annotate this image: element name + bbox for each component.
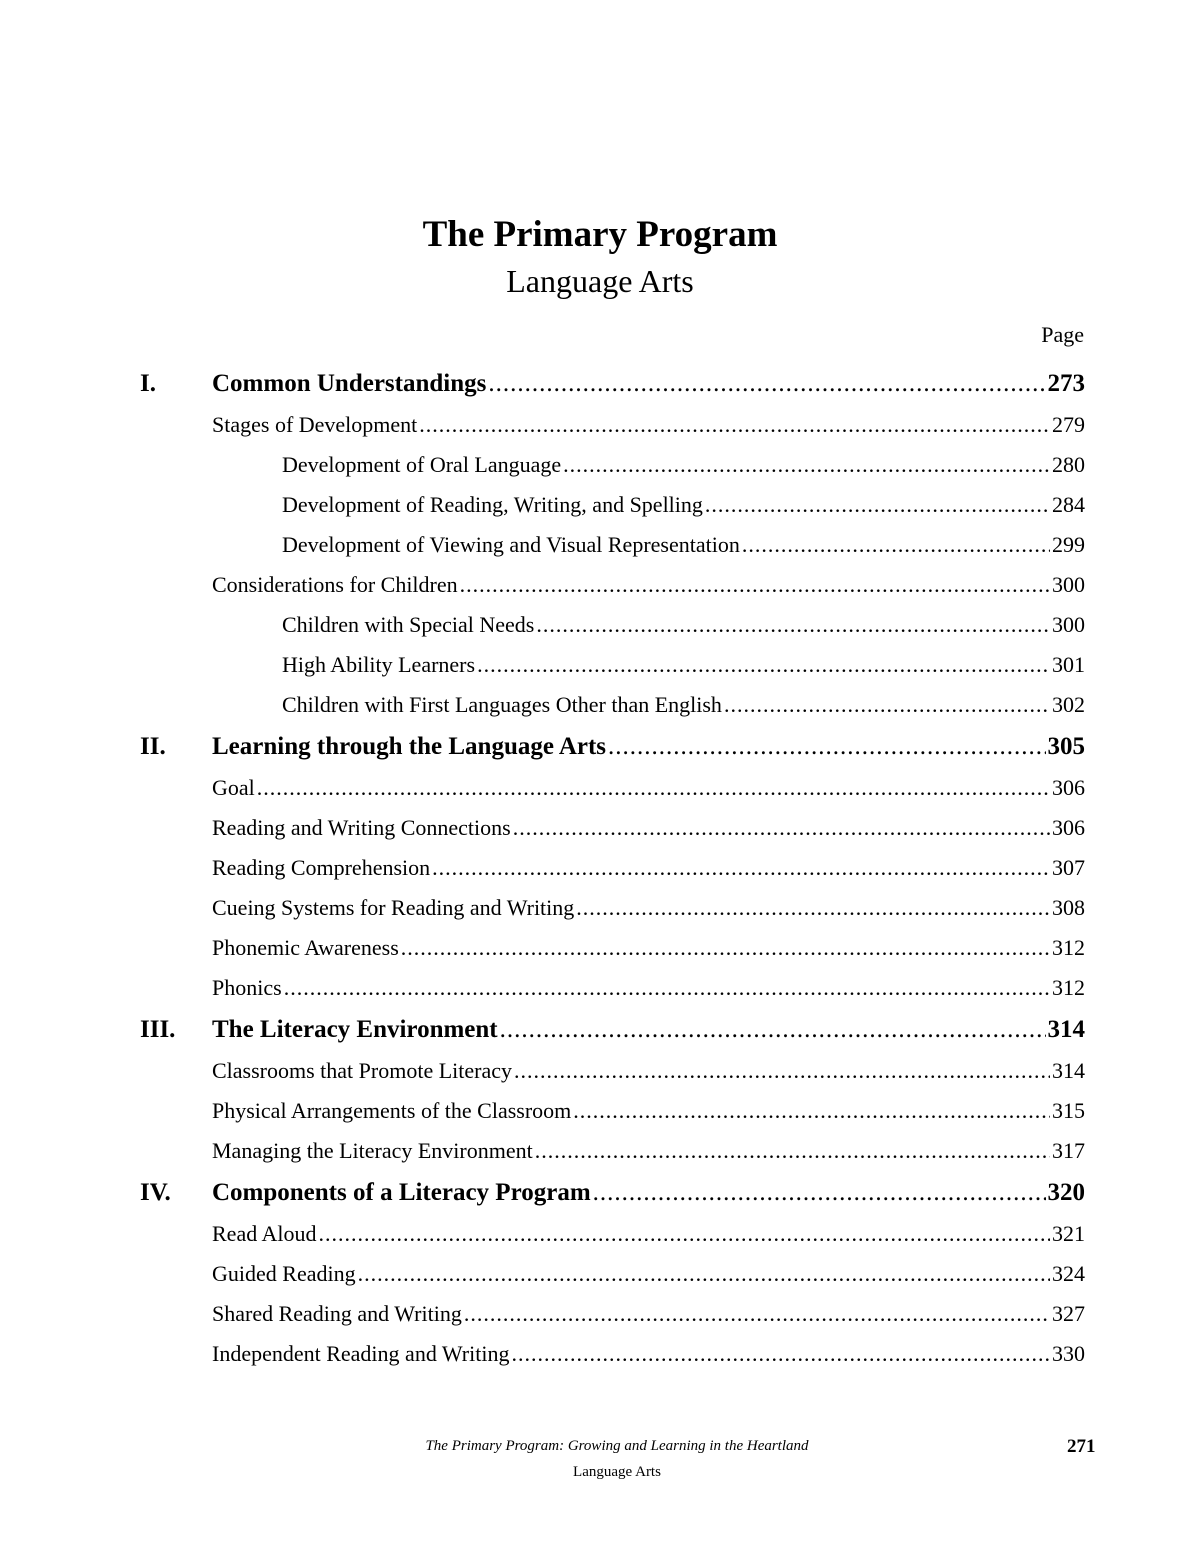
entry-title: Children with First Languages Other than English	[282, 692, 722, 717]
section-page-number: 314	[1047, 1016, 1085, 1043]
entry-page-number: 317	[1052, 1138, 1085, 1163]
page-column-label: Page	[1041, 322, 1084, 347]
toc-entry-row[interactable]	[140, 928, 1085, 968]
toc-section-row[interactable]	[140, 1171, 1085, 1214]
table-of-contents	[140, 362, 1085, 1374]
toc-entry-row[interactable]	[140, 1294, 1085, 1334]
dot-leader	[358, 1254, 1050, 1294]
dot-leader	[573, 1091, 1050, 1131]
entry-page-number: 314	[1052, 1058, 1085, 1083]
toc-entry-row[interactable]	[140, 605, 1085, 645]
toc-section-row[interactable]	[140, 362, 1085, 405]
entry-title: Development of Viewing and Visual Representation	[282, 532, 740, 557]
entry-page-number: 330	[1052, 1341, 1085, 1366]
dot-leader	[257, 768, 1050, 808]
dot-leader	[514, 1051, 1050, 1091]
toc-entry-row[interactable]	[140, 768, 1085, 808]
entry-title: Goal	[212, 775, 255, 800]
entry-page-number: 301	[1052, 652, 1085, 677]
dot-leader	[460, 565, 1050, 605]
footer-page-number: 271	[1067, 1436, 1096, 1457]
section-numeral: II.	[140, 733, 166, 760]
entry-page-number: 327	[1052, 1301, 1085, 1326]
dot-leader	[724, 685, 1050, 725]
entry-page-number: 300	[1052, 612, 1085, 637]
section-numeral: I.	[140, 370, 156, 397]
dot-leader	[705, 485, 1050, 525]
entry-page-number: 306	[1052, 815, 1085, 840]
dot-leader	[419, 405, 1050, 445]
entry-page-number: 312	[1052, 935, 1085, 960]
section-page-number: 273	[1047, 370, 1085, 397]
toc-entry-row[interactable]	[140, 968, 1085, 1008]
dot-leader	[535, 1131, 1050, 1171]
toc-entry-row[interactable]	[140, 445, 1085, 485]
section-title: The Literacy Environment	[212, 1016, 498, 1043]
section-page-number: 320	[1047, 1179, 1085, 1206]
toc-entry-row[interactable]	[140, 645, 1085, 685]
entry-page-number: 307	[1052, 855, 1085, 880]
entry-page-number: 312	[1052, 975, 1085, 1000]
entry-page-number: 324	[1052, 1261, 1085, 1286]
toc-entry-row[interactable]	[140, 1131, 1085, 1171]
dot-leader	[513, 808, 1050, 848]
document-title: The Primary Program	[422, 214, 778, 255]
entry-title: High Ability Learners	[282, 652, 476, 677]
dot-leader	[511, 1334, 1050, 1374]
entry-title: Read Aloud	[212, 1221, 317, 1246]
section-title: Learning through the Language Arts	[212, 733, 607, 760]
toc-entry-row[interactable]	[140, 685, 1085, 725]
entry-page-number: 308	[1052, 895, 1085, 920]
entry-title: Stages of Development	[212, 412, 418, 437]
toc-entry-row[interactable]	[140, 888, 1085, 928]
dot-leader	[536, 605, 1050, 645]
entry-page-number: 321	[1052, 1221, 1085, 1246]
entry-title: Managing the Literacy Environment	[212, 1138, 533, 1163]
toc-entry-row[interactable]	[140, 525, 1085, 565]
entry-title: Independent Reading and Writing	[212, 1341, 510, 1366]
entry-title: Children with Special Needs	[282, 612, 535, 637]
dot-leader	[576, 888, 1050, 928]
entry-page-number: 302	[1052, 692, 1085, 717]
title-block	[0, 210, 1200, 302]
entry-title: Shared Reading and Writing	[212, 1301, 462, 1326]
toc-entry-row[interactable]	[140, 848, 1085, 888]
entry-page-number: 306	[1052, 775, 1085, 800]
entry-title: Classrooms that Promote Literacy	[212, 1058, 512, 1083]
entry-title: Guided Reading	[212, 1261, 356, 1286]
dot-leader	[477, 645, 1050, 685]
dot-leader	[464, 1294, 1050, 1334]
entry-page-number: 299	[1052, 532, 1085, 557]
entry-title: Reading Comprehension	[212, 855, 431, 880]
entry-title: Phonemic Awareness	[212, 935, 399, 960]
entry-page-number: 284	[1052, 492, 1085, 517]
entry-title: Physical Arrangements of the Classroom	[212, 1098, 572, 1123]
toc-entry-row[interactable]	[140, 1091, 1085, 1131]
section-title: Common Understandings	[212, 370, 487, 397]
entry-title: Considerations for Children	[212, 572, 458, 597]
section-title: Components of a Literacy Program	[212, 1179, 591, 1206]
document-subtitle: Language Arts	[506, 263, 694, 299]
footer-title: The Primary Program: Growing and Learning in the Heartland	[425, 1438, 809, 1454]
entry-title: Development of Reading, Writing, and Spelling	[282, 492, 703, 517]
toc-entry-row[interactable]	[140, 1254, 1085, 1294]
dot-leader	[319, 1214, 1051, 1254]
section-page-number: 305	[1047, 733, 1085, 760]
entry-page-number: 279	[1052, 412, 1085, 437]
entry-page-number: 300	[1052, 572, 1085, 597]
entry-page-number: 315	[1052, 1098, 1085, 1123]
toc-entry-row[interactable]	[140, 405, 1085, 445]
toc-entry-row[interactable]	[140, 808, 1085, 848]
toc-section-row[interactable]	[140, 725, 1085, 768]
dot-leader	[593, 1171, 1046, 1214]
footer-subtitle: Language Arts	[573, 1464, 661, 1480]
toc-entry-row[interactable]	[140, 565, 1085, 605]
dot-leader	[401, 928, 1050, 968]
toc-entry-row[interactable]	[140, 1051, 1085, 1091]
entry-title: Development of Oral Language	[282, 452, 562, 477]
dot-leader	[432, 848, 1050, 888]
dot-leader	[608, 725, 1045, 768]
toc-entry-row[interactable]	[140, 1214, 1085, 1254]
toc-entry-row[interactable]	[140, 485, 1085, 525]
dot-leader	[284, 968, 1050, 1008]
toc-section-row[interactable]	[140, 1008, 1085, 1051]
dot-leader	[500, 1008, 1046, 1051]
entry-title: Cueing Systems for Reading and Writing	[212, 895, 575, 920]
entry-title: Phonics	[212, 975, 282, 1000]
toc-entry-row[interactable]	[140, 1334, 1085, 1374]
section-numeral: III.	[140, 1016, 176, 1043]
dot-leader	[563, 445, 1050, 485]
entry-page-number: 280	[1052, 452, 1085, 477]
section-numeral: IV.	[140, 1179, 171, 1206]
dot-leader	[488, 362, 1045, 405]
dot-leader	[742, 525, 1050, 565]
entry-title: Reading and Writing Connections	[212, 815, 511, 840]
